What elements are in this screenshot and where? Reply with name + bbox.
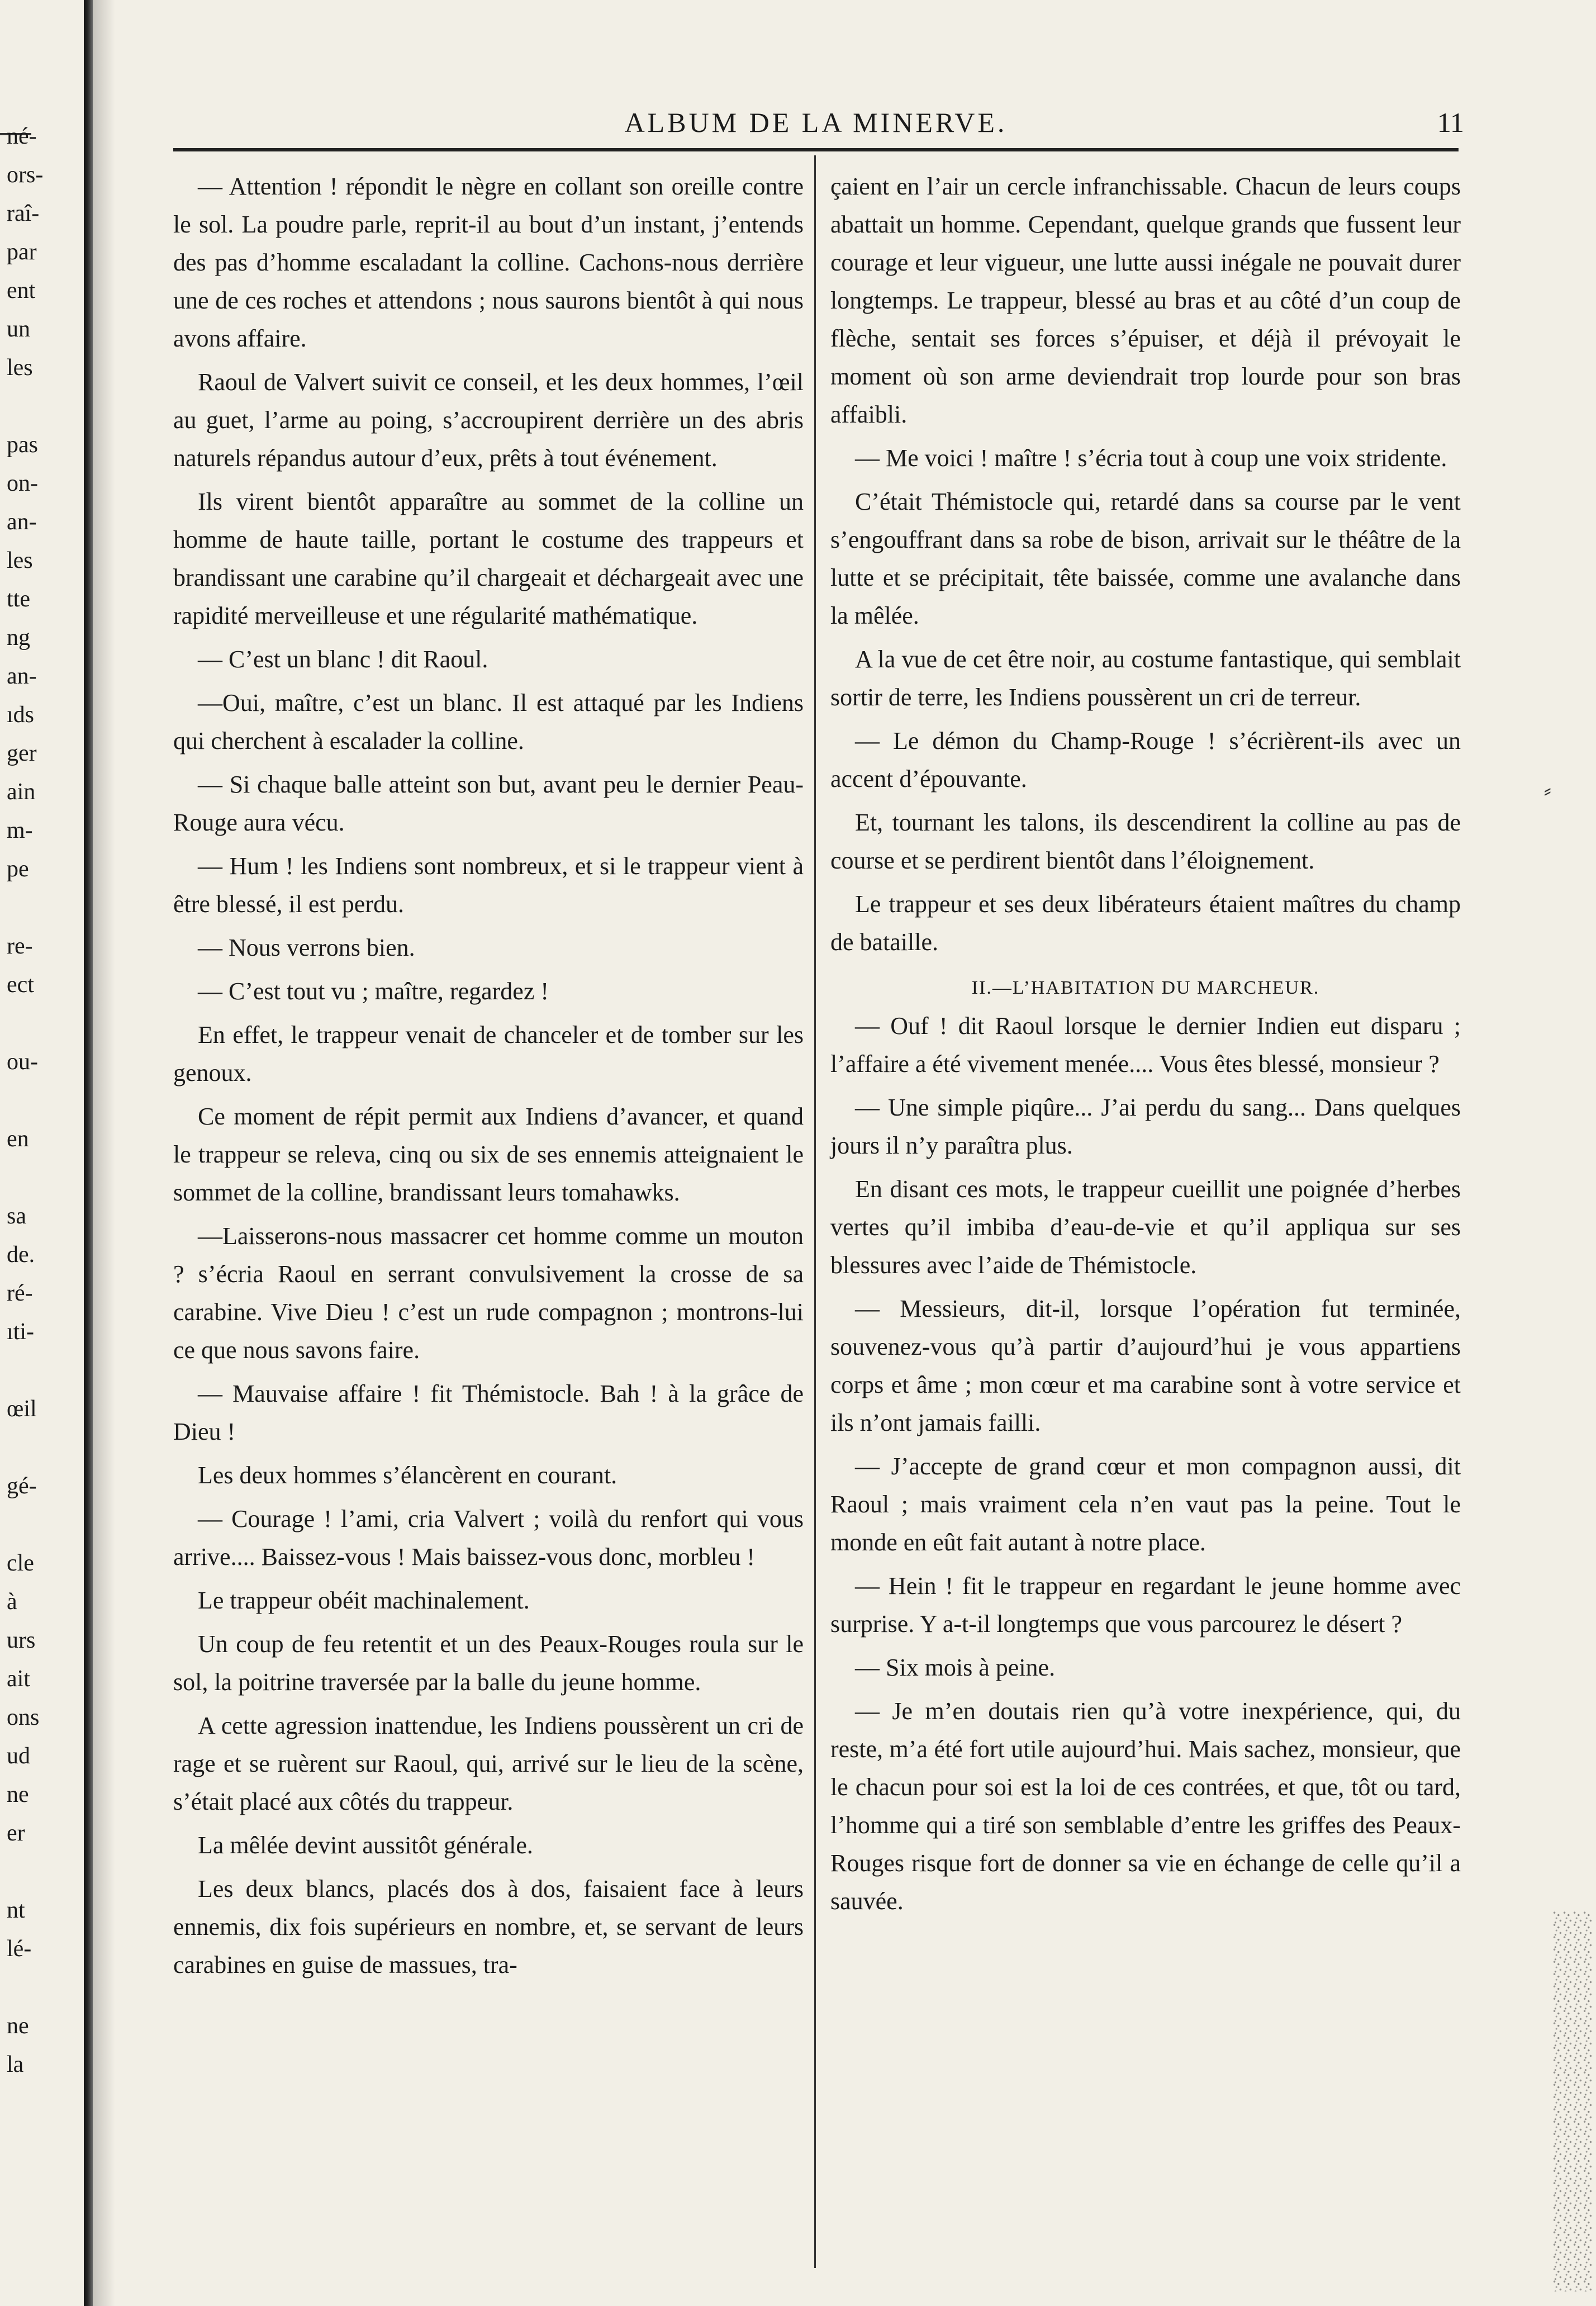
- column-divider: [814, 155, 816, 2268]
- margin-fragment: ré-: [7, 1280, 33, 1306]
- margin-fragment: urs: [7, 1628, 36, 1653]
- margin-fragment: an-: [7, 663, 37, 689]
- margin-fragment: ger: [7, 741, 37, 766]
- margin-fragment: sa: [7, 1203, 26, 1229]
- margin-fragment: ect: [7, 972, 34, 998]
- margin-fragment: er: [7, 1820, 25, 1846]
- margin-fragment: lé-: [7, 1936, 32, 1962]
- side-mark: ⸗: [1543, 777, 1551, 803]
- paragraph: — C’est un blanc ! dit Raoul.: [198, 646, 488, 673]
- paragraph: — Attention ! répondit le nègre en collant son oreille contre le sol. La poudre parle, reprit-il au bout d’un instant, j’entends des pas d’homme escaladant la colline. Cachons-nous derrière une de ces roches et attendons ; nous saurons bientôt à qui nous avons affaire.: [173, 173, 804, 352]
- margin-fragment: les: [7, 355, 33, 381]
- paragraph: Les deux blancs, placés dos à dos, faisaient face à leurs ennemis, dix fois supérieurs en nombre, et, se servant de leurs carabines en guise de massues, tra-: [173, 1875, 804, 1978]
- paragraph: A la vue de cet être noir, au costume fantastique, qui semblait sortir de terre, les Indiens poussèrent un cri de terreur.: [830, 646, 1461, 711]
- margin-fragment: ne: [7, 2013, 29, 2039]
- margin-fragment: la: [7, 2052, 24, 2077]
- margin-fragment: raî-: [7, 201, 40, 226]
- paragraph: Le trappeur et ses deux libérateurs étaient maîtres du champ de bataille.: [830, 890, 1461, 956]
- margin-fragment: an-: [7, 509, 37, 535]
- paragraph: Le trappeur obéit machinalement.: [198, 1587, 530, 1614]
- margin-fragment: en: [7, 1126, 29, 1152]
- paragraph: Ce moment de répit permit aux Indiens d’avancer, et quand le trappeur se releva, cinq ou six de ses ennemis atteignaient le sommet de la colline, brandissant leurs tomahawks.: [173, 1103, 804, 1206]
- paragraph: — Mauvaise affaire ! fit Thémistocle. Bah ! à la grâce de Dieu !: [173, 1380, 804, 1445]
- paragraph: A cette agression inattendue, les Indiens poussèrent un cri de rage et se ruèrent sur Raoul, qui, arrivé sur le lieu de la scène, s’était placé aux côtés du trappeur.: [173, 1712, 804, 1815]
- margin-fragment: né-: [7, 124, 37, 149]
- running-title: ALBUM DE LA MINERVE.: [624, 107, 1008, 138]
- margin-fragment: un: [7, 316, 30, 342]
- paragraph: — Hein ! fit le trappeur en regardant le jeune homme avec surprise. Y a-t-il longtemps que vous parcourez le désert ?: [830, 1572, 1461, 1638]
- margin-fragment: cle: [7, 1550, 34, 1576]
- margin-fragment: ng: [7, 625, 30, 651]
- paragraph: — Une simple piqûre... J’ai perdu du sang... Dans quelques jours il n’y paraîtra plus.: [830, 1094, 1461, 1159]
- paragraph: Un coup de feu retentit et un des Peaux-Rouges roula sur le sol, la poitrine traversée par la balle du jeune homme.: [173, 1630, 804, 1696]
- paragraph: — Le démon du Champ-Rouge ! s’écrièrent-ils avec un accent d’épouvante.: [830, 727, 1461, 793]
- paragraph: En effet, le trappeur venait de chanceler et de tomber sur les genoux.: [173, 1021, 804, 1086]
- margin-fragment: ent: [7, 278, 36, 303]
- paragraph: Ils virent bientôt apparaître au sommet de la colline un homme de haute taille, portant le costume des trappeurs et brandissant une carabine qu’il chargeait et déchargeait avec une rapidité merveilleuse et une régularité mathématique.: [173, 488, 804, 629]
- paragraph: — Me voici ! maître ! s’écria tout à coup une voix stridente.: [855, 444, 1447, 472]
- margin-fragment: ait: [7, 1666, 30, 1692]
- paragraph: — Nous verrons bien.: [198, 934, 415, 961]
- paragraph: — Six mois à peine.: [855, 1654, 1056, 1681]
- margin-fragment: pe: [7, 856, 29, 882]
- margin-fragment: les: [7, 548, 33, 573]
- margin-fragment: pas: [7, 432, 38, 458]
- paragraph: Et, tournant les talons, ils descendirent la colline au pas de course et se perdirent bientôt dans l’éloignement.: [830, 809, 1461, 874]
- margin-fragment: à: [7, 1589, 17, 1615]
- section-heading: II.—L’HABITATION DU MARCHEUR.: [971, 978, 1320, 998]
- paragraph: La mêlée devint aussitôt générale.: [198, 1831, 533, 1859]
- paragraph: En disant ces mots, le trappeur cueillit une poignée d’herbes vertes qu’il imbiba d’eau-de-vie et qu’il appliqua sur ses blessures avec l’aide de Thémistocle.: [830, 1175, 1461, 1279]
- margin-fragment: ors-: [7, 162, 44, 188]
- paper-speckle: [1552, 1911, 1592, 2291]
- page-number: 11: [1437, 107, 1464, 138]
- paragraph: Les deux hommes s’élancèrent en courant.: [198, 1462, 618, 1489]
- margin-fragment: par: [7, 239, 37, 265]
- paragraph: — Courage ! l’ami, cria Valvert ; voilà du renfort qui vous arrive.... Baissez-vous ! Mais baissez-vous donc, morbleu !: [173, 1505, 804, 1570]
- margin-fragment: ne: [7, 1782, 29, 1807]
- margin-fragment: ud: [7, 1743, 30, 1769]
- left-column: [173, 168, 804, 1984]
- previous-page-fragments: [0, 0, 56, 2306]
- paragraph: —Laisserons-nous massacrer cet homme comme un mouton ? s’écria Raoul en serrant convulsivement la crosse de sa carabine. Vive Dieu ! c’est un rude compagnon ; montrons-lui ce que nous savons faire.: [173, 1222, 804, 1364]
- paragraph: — J’accepte de grand cœur et mon compagnon aussi, dit Raoul ; mais vraiment cela n’en vaut pas la peine. Tout le monde en eût fait autant à notre place.: [830, 1453, 1461, 1556]
- paragraph: — Je m’en doutais rien qu’à votre inexpérience, qui, du reste, m’a été fort utile aujourd’hui. Mais sachez, monsieur, que le chacun pour soi est la loi de ces contrées, et que, tôt ou tard, l’homme qui a tiré son semblable d’entre les griffes des Peaux-Rouges risque fort de donner sa vie en échange de celle qu’il a sauvée.: [830, 1697, 1461, 1915]
- margin-fragment: œil: [7, 1396, 37, 1422]
- margin-fragment: m-: [7, 818, 33, 843]
- binding-edge: [84, 0, 93, 2306]
- margin-fragment: re-: [7, 933, 33, 959]
- margin-fragment: gé-: [7, 1473, 37, 1499]
- margin-fragment: tte: [7, 586, 30, 612]
- paragraph: — Ouf ! dit Raoul lorsque le dernier Indien eut disparu ; l’affaire a été vivement menée.... Vous êtes blessé, monsieur ?: [830, 1012, 1461, 1078]
- margin-fragment: ons: [7, 1705, 40, 1730]
- paragraph: — Hum ! les Indiens sont nombreux, et si le trappeur vient à être blessé, il est perdu.: [173, 852, 804, 918]
- paragraph: — C’est tout vu ; maître, regardez !: [198, 978, 549, 1005]
- header-rule: [173, 148, 1459, 151]
- paragraph: Raoul de Valvert suivit ce conseil, et les deux hommes, l’œil au guet, l’arme au poing, s’accroupirent derrière un des abris naturels répandus autour d’eux, prêts à tout événement.: [173, 368, 804, 472]
- margin-fragment: ain: [7, 779, 36, 805]
- margin-fragment: de.: [7, 1242, 35, 1268]
- margin-fragment: ıti-: [7, 1319, 34, 1345]
- paragraph: —Oui, maître, c’est un blanc. Il est attaqué par les Indiens qui cherchent à escalader la colline.: [173, 689, 804, 755]
- paragraph: C’était Thémistocle qui, retardé dans sa course par le vent s’engouffrant dans sa robe de bison, arrivait sur le théâtre de la lutte et se précipitait, tête baissée, comme une avalanche dans la mêlée.: [830, 488, 1461, 629]
- margin-fragment: on-: [7, 471, 38, 496]
- page-header: [173, 106, 1464, 151]
- paragraph: — Si chaque balle atteint son but, avant peu le dernier Peau-Rouge aura vécu.: [173, 771, 804, 836]
- paragraph: — Messieurs, dit-il, lorsque l’opération fut terminée, souvenez-vous qu’à partir d’aujourd’hui je vous appartiens corps et âme ; mon cœur et ma carabine sont à votre service et ils n’ont jamais failli.: [830, 1295, 1461, 1436]
- margin-fragment: ou-: [7, 1049, 38, 1075]
- paragraph: çaient en l’air un cercle infranchissable. Chacun de leurs coups abattait un homme. Cependant, quelque grands que fussent leur courage et leur vigueur, une lutte aussi inégale ne pouvait durer longtemps. Le trappeur, blessé au bras et au côté d’un coup de flèche, sentait ses forces s’épuiser, et déjà il prévoyait le moment où son arme deviendrait trop lourde pour son bras affaibli.: [830, 173, 1461, 428]
- right-column: [830, 168, 1461, 1920]
- margin-fragment: ıds: [7, 702, 35, 728]
- binding-shadow: [93, 0, 115, 2306]
- margin-fragment: nt: [7, 1897, 25, 1923]
